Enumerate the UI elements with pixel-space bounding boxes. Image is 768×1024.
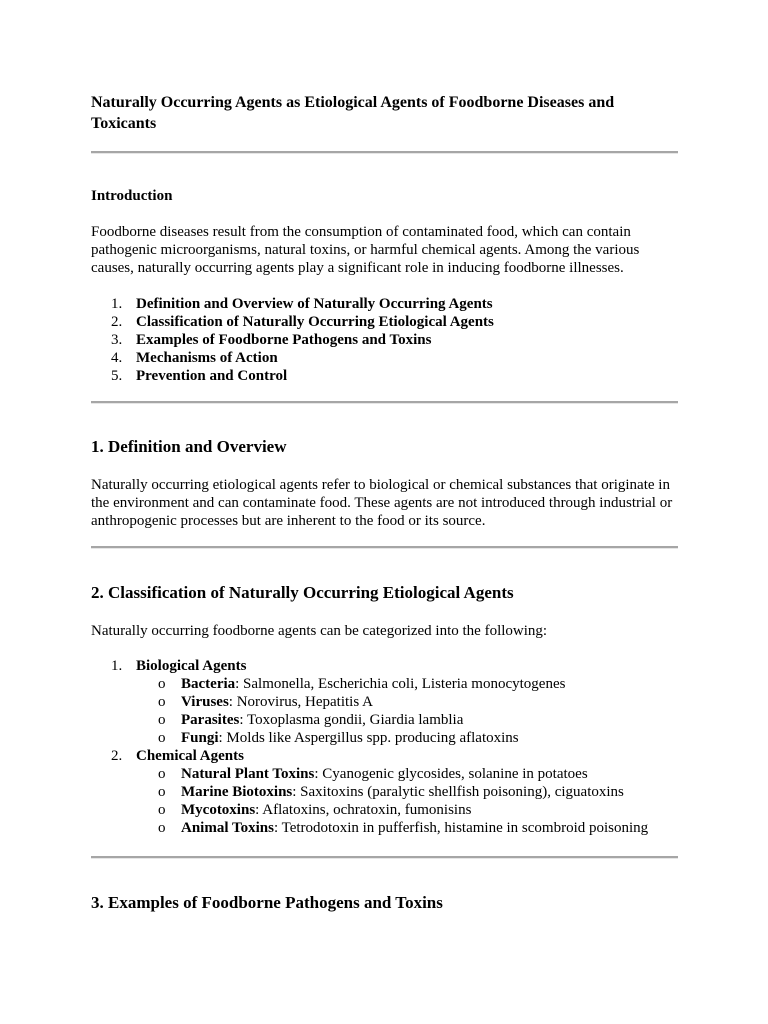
toc-item [91,367,494,385]
bullet-icon: o [158,766,166,782]
group-number: 1. [111,658,123,674]
toc-item-label: Classification of Naturally Occurring Etiological Agents [136,314,494,330]
classification-list [91,657,648,837]
toc-item-number: 4. [111,350,123,366]
agent-desc: : Molds like Aspergillus spp. producing aflatoxins [218,730,519,746]
agent-term: Parasites [181,712,240,728]
horizontal-rule [91,401,678,404]
group-number: 2. [111,748,123,764]
agent-term: Bacteria [181,676,236,692]
agent-item [136,675,648,693]
horizontal-rule [91,546,678,549]
agent-desc: : Toxoplasma gondii, Giardia lamblia [239,712,464,728]
horizontal-rule [91,856,678,859]
section-2-heading: 2. Classification of Naturally Occurring Etiological Agents [91,583,514,602]
agent-desc: : Cyanogenic glycosides, solanine in potatoes [314,766,588,782]
agent-sublist [136,675,648,747]
section-1-paragraph: Naturally occurring etiological agents refer to biological or chemical substances that originate in the environment and can contaminate food. These agents are not introduced through industrial or anthropogenic processes but are inherent to the food or its source. [91,477,673,529]
introduction-paragraph: Foodborne diseases result from the consumption of contaminated food, which can contain pathogenic microorganisms, natural toxins, or harmful chemical agents. Among the various causes, naturally occurring agents play a significant role in inducing foodborne illnesses. [91,224,640,276]
toc-item-number: 2. [111,314,123,330]
introduction-heading: Introduction [91,188,173,204]
agent-term: Mycotoxins [181,802,256,818]
classification-group [91,657,648,747]
agent-item [136,783,648,801]
agent-item [136,693,648,711]
toc-item [91,349,494,367]
section-1-heading: 1. Definition and Overview [91,437,287,456]
classification-group [91,747,648,837]
agent-item [136,711,648,729]
toc-item-label: Prevention and Control [136,368,288,384]
toc-item [91,313,494,331]
bullet-icon: o [158,730,166,746]
horizontal-rule [91,151,678,154]
agent-term: Fungi [181,730,219,746]
toc-item [91,295,494,313]
bullet-icon: o [158,676,166,692]
agent-item [136,765,648,783]
group-label: Biological Agents [136,658,247,674]
bullet-icon: o [158,802,166,818]
section-2-paragraph: Naturally occurring foodborne agents can be categorized into the following: [91,623,548,639]
bullet-icon: o [158,820,166,836]
agent-term: Viruses [181,694,229,710]
agent-term: Marine Biotoxins [181,784,293,800]
toc-item-label: Examples of Foodborne Pathogens and Toxins [136,332,432,348]
bullet-icon: o [158,784,166,800]
agent-sublist [136,765,648,837]
document-title: Naturally Occurring Agents as Etiological Agents of Foodborne Diseases and Toxicants [91,94,615,132]
agent-desc: : Saxitoxins (paralytic shellfish poisoning), ciguatoxins [292,784,624,800]
agent-term: Animal Toxins [181,820,274,836]
toc-item-number: 3. [111,332,123,348]
agent-desc: : Aflatoxins, ochratoxin, fumonisins [255,802,472,818]
bullet-icon: o [158,712,166,728]
toc-item-label: Mechanisms of Action [136,350,278,366]
agent-term: Natural Plant Toxins [181,766,315,782]
agent-item [136,819,648,837]
toc-item [91,331,494,349]
agent-item [136,729,648,747]
agent-desc: : Salmonella, Escherichia coli, Listeria monocytogenes [235,676,566,692]
agent-desc: : Norovirus, Hepatitis A [228,694,373,710]
agent-desc: : Tetrodotoxin in pufferfish, histamine in scombroid poisoning [273,820,649,836]
agent-item [136,801,648,819]
toc-item-number: 1. [111,296,123,312]
toc-item-number: 5. [111,368,123,384]
group-label: Chemical Agents [136,748,244,764]
bullet-icon: o [158,694,166,710]
section-3-heading: 3. Examples of Foodborne Pathogens and Toxins [91,893,443,912]
table-of-contents [91,295,494,385]
toc-item-label: Definition and Overview of Naturally Occurring Agents [136,296,493,312]
